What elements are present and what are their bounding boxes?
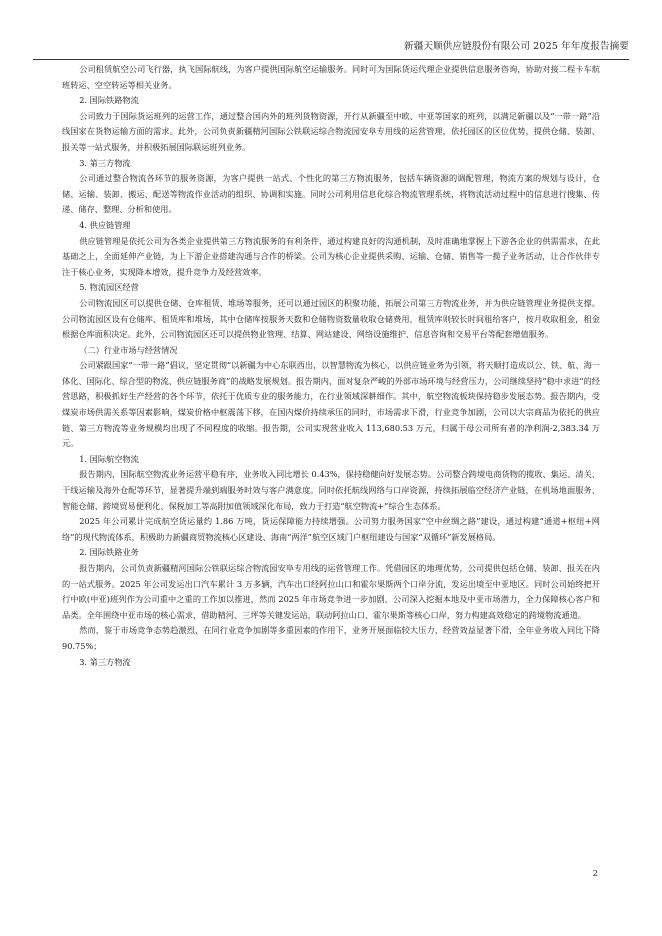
paragraph-air-freight-intro: 公司租赁航空公司飞行器，执飞国际航线，为客户提供国际航空运输服务。同时可为国际货运代理企业提供信息服务咨询，协助对接二程卡车航班转运、空空转运等相关业务。 <box>62 64 600 90</box>
report-body <box>62 62 600 670</box>
paragraph-intl-rail-business: 报告期内，公司负责新疆精河国际公铁联运综合物流园安阜专用线的运营管理工作。凭借园区的地理优势，公司提供包括仓储、装卸、报关在内的一站式服务。2025 年公司发运出口汽车累计 3 万多辆，汽车出口经阿拉山口和霍尔果斯两个口岸分流，发运出境至中亚地区。同时公司始终把开行中欧(中亚)班列作为公司重中之重的工作加以推进，然而 2025 年市场竞争进一步加剧，公司深入挖掘本地及中亚市场潜力，全力保障核心客户和品类。全年围绕中亚市场的核心需求，借助精河、三坪等关键发运站，联动阿拉山口、霍尔果斯等核心口岸，努力构建高效稳定的跨境物流通道。 <box>62 563 600 620</box>
paragraph-rail-decline: 然而，鉴于市场竞争态势趋激烈，在同行业竞争加剧等多重因素的作用下，业务开展面临较大压力，经营效益显著下滑，全年业务收入同比下降 90.75%； <box>62 625 600 651</box>
paragraph-market-operations: 公司紧跟国家“一带一路”倡议，坚定贯彻“以新疆为中心东联西出，以智慧物流为核心，以供应链业务为引领，将天顺打造成以公、铁、航、海一体化、国际化、综合型的物流、供应链服务商”的战略发展规划。报告期内，面对复杂严峻的外部市场环境与经营压力，公司继续坚持“稳中求进”的经营思路，积极抓好生产经营的各个环节，依托于优质专业的服务能力，在行业领域深耕细作。其中，航空物流板块保持稳步发展态势。报告期内，受煤炭市场供需关系等因素影响，煤炭价格中枢震荡下移，在国内煤价持续承压的同时，市场需求下滑，行业竞争加剧，公司以大宗商品为依托的供应链、第三方物流等业务规模均出现了不同程度的收缩。报告期，公司实现营业收入 113,680.53 万元，归属于母公司所有者的净利润-2,383.34 万元。 <box>62 360 600 449</box>
paragraph-intl-rail: 公司致力于国际货运班列的运营工作，通过整合国内外的班列货物资源，开行从新疆至中欧、中亚等国家的班列，以满足新疆以及“一带一路”沿线国家在货物运输方面的需求。此外，公司负责新疆精河国际公铁联运综合物流园安阜专用线的运营管理，依托园区的区位优势，提供仓储、装卸、报关等一站式服务，并积极拓展国际联运班列业务。 <box>62 110 600 152</box>
report-header-title: 新疆天顺供应链股份有限公司 2025 年年度报告摘要 <box>404 41 629 52</box>
paragraph-intl-air: 报告期内，国际航空物流业务运营平稳有序，业务收入同比增长 0.43%，保持稳健向好发展态势。公司整合跨境电商货物的揽收、集运、清关、干线运输及海外仓配等环节，显著提升端到端服务时效与客户满意度。同时依托航线网络与口岸资源，持续拓展临空经济产业链，在机场地面服务、智能仓储、跨境贸易便利化、保税加工等高附加值领域深化布局，致力于打造“航空物流+”综合生态体系。 <box>62 469 600 511</box>
section-heading-intl-rail: 2. 国际铁路物流 <box>79 95 139 106</box>
section-heading-supply-chain: 4. 供应链管理 <box>79 219 131 230</box>
section-heading-third-party-2: 3. 第三方物流 <box>79 656 131 667</box>
section-heading-intl-air: 1. 国际航空物流 <box>79 453 139 464</box>
section-heading-third-party: 3. 第三方物流 <box>79 157 131 168</box>
section-heading-intl-rail-business: 2. 国际铁路业务 <box>79 547 139 558</box>
section-heading-market-operations: （二）行业市场与经营情况 <box>79 344 178 355</box>
paragraph-supply-chain: 供应链管理是依托公司为各类企业提供第三方物流服务的有利条件，通过构建良好的沟通机制，及时准确地掌握上下游各企业的供需需求，在此基础之上，全面延伸产业链，为上下游企业搭建沟通与合作的桥梁。公司为核心企业提供采购、运输、仓储、销售等一揽子业务活动，让合作伙伴专注于核心业务，实现降本增效，提升竞争力及经营效率。 <box>62 235 600 277</box>
paragraph-air-volume: 2025 年公司累计完成航空货运量约 1.86 万吨，货运保障能力持续增强。公司努力服务国家“空中丝绸之路”建设，通过构建“通道+枢纽+网络”的现代物流体系，积极助力新疆商贸物流核心区建设、海南“两洋”航空区域门户枢纽建设与国家“双循环”新发展格局。 <box>62 516 600 542</box>
paragraph-logistics-park: 公司物流园区可以提供仓储、仓库租赁、堆场等服务，还可以通过园区的积聚功能，拓展公司第三方物流业务，并为供应链管理业务提供支撑。公司物流园区设有仓储库、租赁库和堆场，其中仓储库按服务天数和仓储物资数量收取仓储费用，租赁库则较长时间租给客户，按月收取租金，租金根据仓库面积决定。此外，公司物流园区还可以提供物业管理、结算、网站建设、网络设施维护、信息咨询和交易平台等配套增值服务。 <box>62 297 600 340</box>
section-heading-logistics-park: 5. 物流园区经营 <box>79 282 139 293</box>
paragraph-third-party: 公司通过整合物流各环节的服务资源，为客户提供一站式、个性化的第三方物流服务，包括车辆资源的调配管理，物流方案的规划与设计，仓储、运输、装卸、搬运、配送等物流作业活动的组织、协调和实施。同时公司利用信息化综合物流管理系统，将物流活动过程中的信息进行搜集、传递、储存、整理、分析和使用。 <box>62 173 600 215</box>
header-divider <box>33 59 629 60</box>
page-number: 2 <box>592 869 598 879</box>
